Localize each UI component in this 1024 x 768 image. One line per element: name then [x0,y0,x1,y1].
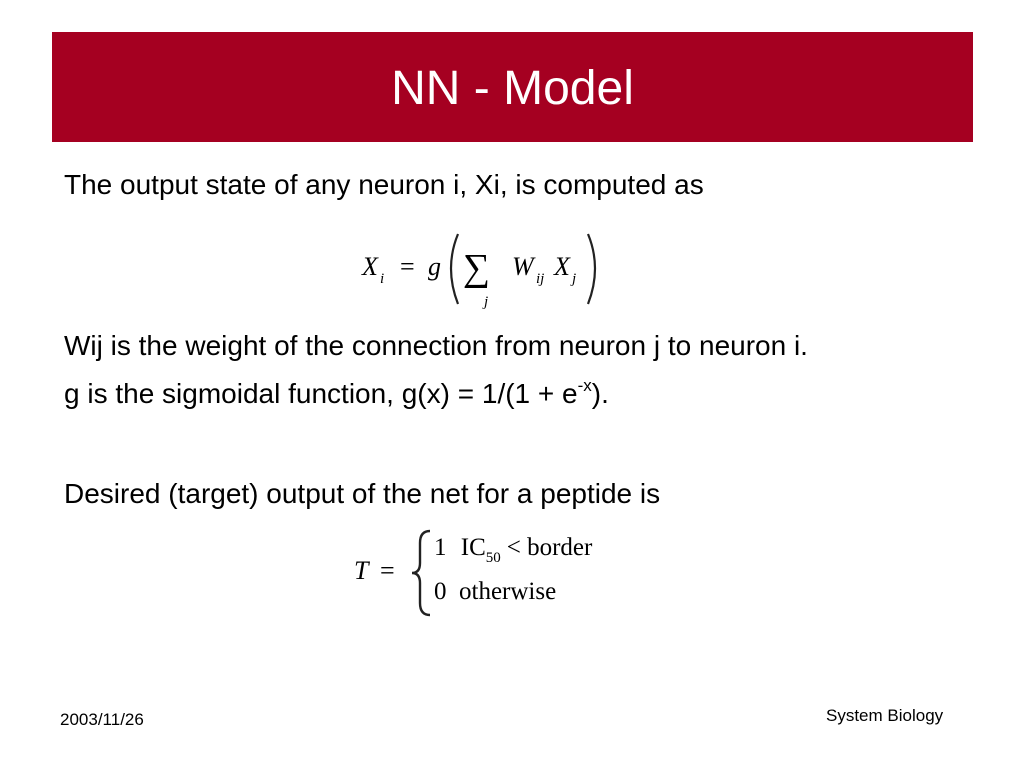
eq2-case1-ic: IC [460,534,486,561]
eq2-case1-ic-sub: 50 [485,550,501,566]
eq1-weight: W [512,252,534,281]
eq1-sigma: ∑ [463,247,491,289]
eq1-left-paren [451,234,458,304]
eq1-lhs-sub: i [380,271,385,287]
eq1-var-sub: j [572,271,577,287]
slide-title: NN - Model [391,62,634,115]
text-output-state: The output state of any neuron i, Xi, is computed as [64,169,704,200]
eq2-equals: = [380,556,395,585]
eq2-lhs: T [354,556,369,585]
eq1-sigma-sub: j [484,294,489,310]
text-weight-definition: Wij is the weight of the connection from neuron j to neuron i. [64,330,808,361]
sigmoid-suffix: ). [591,378,609,409]
eq1-var: X [554,252,570,281]
eq1-equals: = [400,252,415,281]
eq1-weight-sub: ij [536,271,545,287]
svg-text:1 IC50< border [434,534,593,566]
equation-neuron-output [360,228,620,312]
sigmoid-prefix: g is the sigmoidal function, g(x) = 1/(1 + e [64,378,578,409]
footer-date: 2003/11/26 [60,710,144,729]
eq1-right-paren [588,234,595,304]
title-bar [52,32,973,142]
text-desired-output: Desired (target) output of the net for a peptide is [64,478,661,509]
eq2-case1-rest: < border [506,534,593,561]
eq1-func: g [428,252,441,281]
eq1-lhs: X [362,252,378,281]
eq2-case2: 0 otherwise [434,578,557,605]
eq2-brace [412,531,430,615]
text-sigmoid-definition [64,377,609,411]
footer-course-title: System Biology [826,706,944,725]
sigmoid-exponent: -x [577,376,592,395]
equation-target-output [350,527,640,619]
eq2-case1-value: 1 [434,534,447,561]
